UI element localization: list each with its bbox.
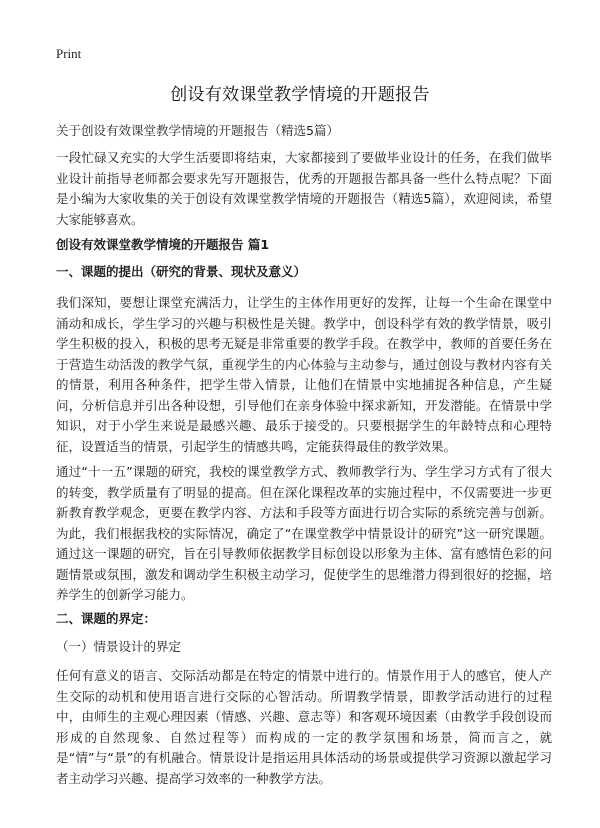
body-paragraph: 通过“十一五”课题的研究，我校的课堂教学方式、教师教学行为、学生学习方式有了很大的转变，教学质量有了明显的提高。但在深化课程改革的实施过程中，不仅需要进一步更新教育教学观念，更要在教学内容、方法和手段等方面进行切合实际的系统完善与创新。为此，我们根据我校的实际情况，确定了“在课堂教学中情景设计的研究”这一研究课题。通过这一课题的研究，旨在引导教师依据教学目标创设以形象为主体、富有感情色彩的问题情景或氛围，激发和调动学生积极主动学习，促使学生的思维潜力得到很好的挖掘，培养学生的创新学习能力。 <box>56 464 552 602</box>
section-heading-background: 一、课题的提出（研究的背景、现状及意义） <box>56 264 307 279</box>
subsection-heading: （一）情景设计的界定 <box>56 639 182 654</box>
body-paragraph: 我们深知，要想让课堂充满活力，让学生的主体作用更好的发挥，让每一个生命在课堂中涌动和成长，学生学习的兴趣与积极性是关键。教学中，创设科学有效的教学情景，吸引学生积极的投入，积极的思考无疑是非常重要的教学手段。在教学中，教师的首要任务在于营造生动活泼的教学气氛，重视学生的内心体验与主动参与，通过创设与教材内容有关的情景，利用各种条件，把学生带入情景，让他们在情景中实地捕捉各种信息，产生疑问，分析信息并引出各种设想，引导他们在亲身体验中探求新知，开发潜能。在情景中学知识，对于小学生来说是最感兴趣、最乐于接受的。只要根据学生的年龄特点和心理特征，设置适当的情景，引起学生的情感共鸣，定能获得最佳的教学效果。 <box>56 295 552 454</box>
page-title: 创设有效课堂教学情境的开题报告 <box>170 85 430 105</box>
body-paragraph: 任何有意义的语言、交际活动都是在特定的情景中进行的。情景作用于人的感官，使人产生交际的动机和使用语言进行交际的心智活动。所谓教学情景，即教学活动进行的过程中，由师生的主观心理因素（情感、兴趣、意志等）和客观环境因素（由教学手段创设而形成的自然现象、自然过程等）而构成的一定的教学氛围和场景，简而言之，就是“情”与“景”的有机融合。情景设计是指运用具体活动的场景或提供学习资源以激起学习者主动学习兴趣、提高学习效率的一种教学方法。 <box>56 668 552 786</box>
intro-paragraph: 一段忙碌又充实的大学生活要即将结束，大家都接到了要做毕业设计的任务，在我们做毕业设计前指导老师都会要求先写开题报告，优秀的开题报告都具备一些什么特点呢？下面是小编为大家收集的关于创设有效课堂教学情境的开题报告（精选5篇），欢迎阅读，希望大家能够喜欢。 <box>56 150 552 227</box>
print-link[interactable]: Print <box>56 46 82 61</box>
article-heading: 创设有效课堂教学情境的开题报告 篇1 <box>56 237 270 252</box>
section-heading-definition: 二、课题的界定： <box>56 611 157 626</box>
document-subtitle: 关于创设有效课堂教学情境的开题报告（精选5篇） <box>56 123 339 138</box>
